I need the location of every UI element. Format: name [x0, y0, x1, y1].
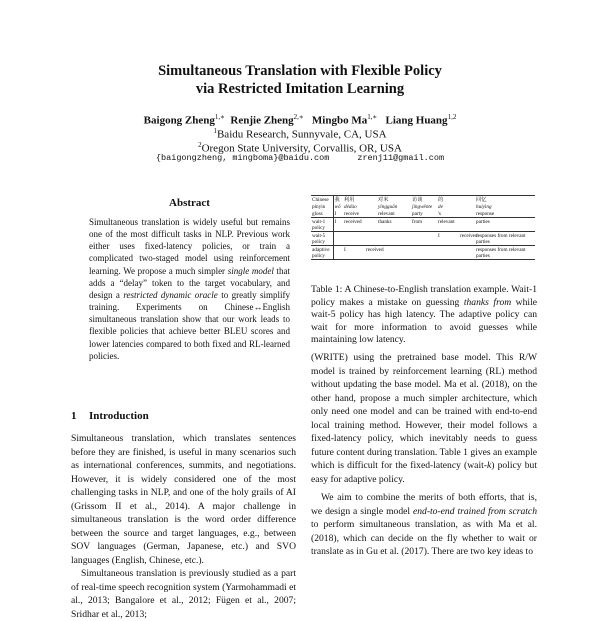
caption-emphasis: thanks from — [463, 296, 512, 308]
table-cell: relevant — [378, 210, 395, 217]
table-cell — [365, 210, 377, 218]
table-cell: 对米 — [377, 196, 403, 204]
table-cell — [403, 232, 411, 246]
abstract-emphasis: restricted dynamic oracle — [123, 289, 218, 300]
table-cell: de — [438, 203, 443, 210]
abstract-heading: Abstract — [169, 197, 210, 209]
abstract-body — [89, 216, 290, 362]
table-row — [311, 232, 535, 246]
table-cell — [411, 232, 437, 246]
paragraph: Simultaneous translation, which translates sentences before they are finished, is useful in many scenarios such as international conferences, summits, and negotiations. However, it is widely considered one of the most challenging tasks in NLP, and one of the holy grails of AI (Grissom II et al., 2014). A major challenge in simultaneous translation is the word order difference between the source and target languages, e.g., between SOV languages (German, Japanese, etc.) and SVO languages (English, Chinese, etc.). — [71, 433, 296, 566]
table-row — [311, 246, 535, 260]
table-cell: 利用 — [343, 196, 365, 204]
translation-example-table — [311, 195, 535, 260]
table-cell: yīngguān — [378, 203, 398, 210]
table-cell: thanks — [377, 218, 403, 232]
section-heading — [71, 410, 149, 422]
table-cell: responses from relevant parties — [475, 246, 535, 260]
caption-text: Table 1: A Chinese-to-English translation example. Wait-1 policy makes a mistake on guessing — [311, 284, 537, 308]
table-cell: 's — [438, 210, 441, 217]
author-name: Liang Huang — [385, 114, 448, 127]
table-cell: 访谈 — [411, 196, 437, 204]
table-cell: I — [333, 218, 343, 232]
table-cell: 回忆 — [475, 196, 535, 204]
table-cell: 我 — [333, 196, 343, 204]
table-cell — [365, 203, 377, 210]
table-cell — [403, 218, 411, 232]
email-address[interactable]: zrenj11@gmail.com — [357, 153, 445, 163]
abstract-text: that adds a “delay” token to the target vocabulary, and design a — [89, 265, 290, 300]
table-row — [311, 196, 535, 204]
affiliation-text: Oregon State University, Corvallis, OR, USA — [201, 142, 402, 155]
table-cell: 的 — [437, 196, 459, 204]
table-row-label: wait-1 policy — [311, 218, 333, 232]
table-cell — [411, 246, 437, 260]
table-cell: dédào — [344, 203, 357, 210]
table-row-label: wait-5 policy — [311, 232, 333, 246]
table-cell — [403, 246, 411, 260]
paragraph-text: ) policy but easy for adaptive policy. — [311, 460, 537, 485]
table-cell: from — [411, 218, 437, 232]
table-row — [311, 203, 535, 210]
affiliation-mark: 1 — [213, 127, 217, 135]
table-row-label: Chinese — [311, 196, 333, 204]
author-mark: 2,∗ — [293, 113, 304, 121]
table-cell — [333, 232, 343, 246]
author-mark: 1,∗ — [214, 113, 225, 121]
table-cell: responses from relevant parties — [475, 232, 535, 246]
paper-title-line-2: via Restricted Imitation Learning — [195, 81, 405, 97]
table-row-label: adaptive policy — [311, 246, 333, 260]
table-cell: received — [343, 218, 365, 232]
table-row — [311, 218, 535, 232]
table-cell — [437, 246, 459, 260]
table-cell — [459, 218, 475, 232]
table-cell — [459, 196, 475, 204]
paragraph-emphasis: k — [486, 460, 492, 471]
table-cell — [343, 232, 365, 246]
table-cell — [403, 196, 411, 204]
table-cell: parties — [475, 218, 535, 232]
author-name: Mingbo Ma — [311, 114, 368, 127]
author-mark: 1,∗ — [367, 113, 378, 121]
table-cell: received — [365, 246, 377, 260]
paragraph-text: to perform simultaneous translation, as with Ma et al. (2018), which can decide on the fly whether to wait or translate as in Gu et al. (2017). There are two key ideas to — [311, 519, 537, 557]
table-cell: receive — [344, 210, 359, 217]
paragraph — [311, 491, 537, 559]
author-emails — [0, 153, 600, 163]
table-cell: party — [412, 210, 423, 217]
paragraph-emphasis: end-to-end trained from scratch — [412, 505, 537, 517]
abstract-emphasis: single model — [227, 265, 274, 276]
author-mark: 1,2 — [447, 113, 457, 121]
table-cell: huíyìng — [476, 203, 492, 210]
table-row-label: pinyin — [311, 203, 333, 210]
table-cell — [365, 232, 377, 246]
caption-text: while wait-5 policy has high latency. The adaptive policy can wait for more information to avoid guesses while maintaining low latency. — [311, 296, 537, 346]
table-cell — [365, 196, 377, 204]
affiliation-text: Baidu Research, Sunnyvale, CA, USA — [216, 128, 387, 141]
table-cell — [459, 210, 475, 218]
affiliation-mark: 2 — [198, 141, 202, 149]
paragraph-text: (WRITE) using the pretrained base model. This R/W model is trained by reinforcement learning (RL) method without updating the base model. Ma et al. (2018), on the other hand, propose a much simpler architecture, which only need one model and can be trained with end-to-end local training method. However, their model follows a fixed-latency policy, which inevitably needs to guess future content during translation. Table 1 gives an example which is difficult for the fixed-latency (wait- — [311, 352, 537, 471]
introduction-body — [71, 432, 296, 621]
paragraph-text: We aim to combine the merits of both efforts, that is, we design a single model — [311, 492, 537, 517]
paragraph: Simultaneous translation is previously studied as a part of real-time speech recognition system (Yarmohammadi et al., 2013; Bangalore et al., 2012; Fügen et al., 2007; Sridhar et al., 2013; — [71, 568, 296, 620]
table-cell: I — [437, 232, 459, 246]
abstract-text: to greatly simplify training. Experiments on Chinese↔English simultaneous translation show that our work leads to flexible policies that achieve better BLEU scores and lower latencies compared to both fixed and RL-learned policies. — [89, 289, 290, 361]
table-cell — [403, 203, 411, 210]
table-cell — [377, 232, 403, 246]
table-cell — [403, 210, 411, 218]
table-cell: relevant — [437, 218, 459, 232]
paper-title — [0, 62, 600, 98]
table-cell: response — [476, 210, 495, 217]
table-cell: I — [343, 246, 365, 260]
table-cell: jīngwěnte — [412, 203, 433, 210]
right-column-body — [311, 351, 537, 559]
author-name: Renjie Zheng — [230, 114, 294, 127]
table-cell: wǒ — [334, 203, 341, 210]
table-cell: received — [459, 232, 475, 246]
paper-title-line-1: Simultaneous Translation with Flexible Policy — [158, 63, 442, 79]
abstract-text: Simultaneous translation is widely useful but remains one of the most difficult tasks in NLP. Previous work either uses fixed-latency policies, or train a complicated two-staged model using reinforcement learning. We propose a much simpler — [89, 217, 290, 276]
table-row-label: gloss — [311, 210, 333, 218]
table-cell — [459, 203, 475, 210]
table-cell — [333, 246, 343, 260]
paragraph — [311, 351, 537, 486]
section-title: Introduction — [89, 410, 149, 422]
author-name: Baigong Zheng — [143, 114, 215, 127]
section-number: 1 — [71, 410, 77, 422]
table-caption — [311, 284, 537, 347]
table-row — [311, 210, 535, 218]
table-cell — [365, 218, 377, 232]
table-cell: I — [334, 210, 337, 217]
email-address[interactable]: {baigongzheng, mingboma}@baidu.com — [155, 153, 330, 163]
table-cell — [459, 246, 475, 260]
